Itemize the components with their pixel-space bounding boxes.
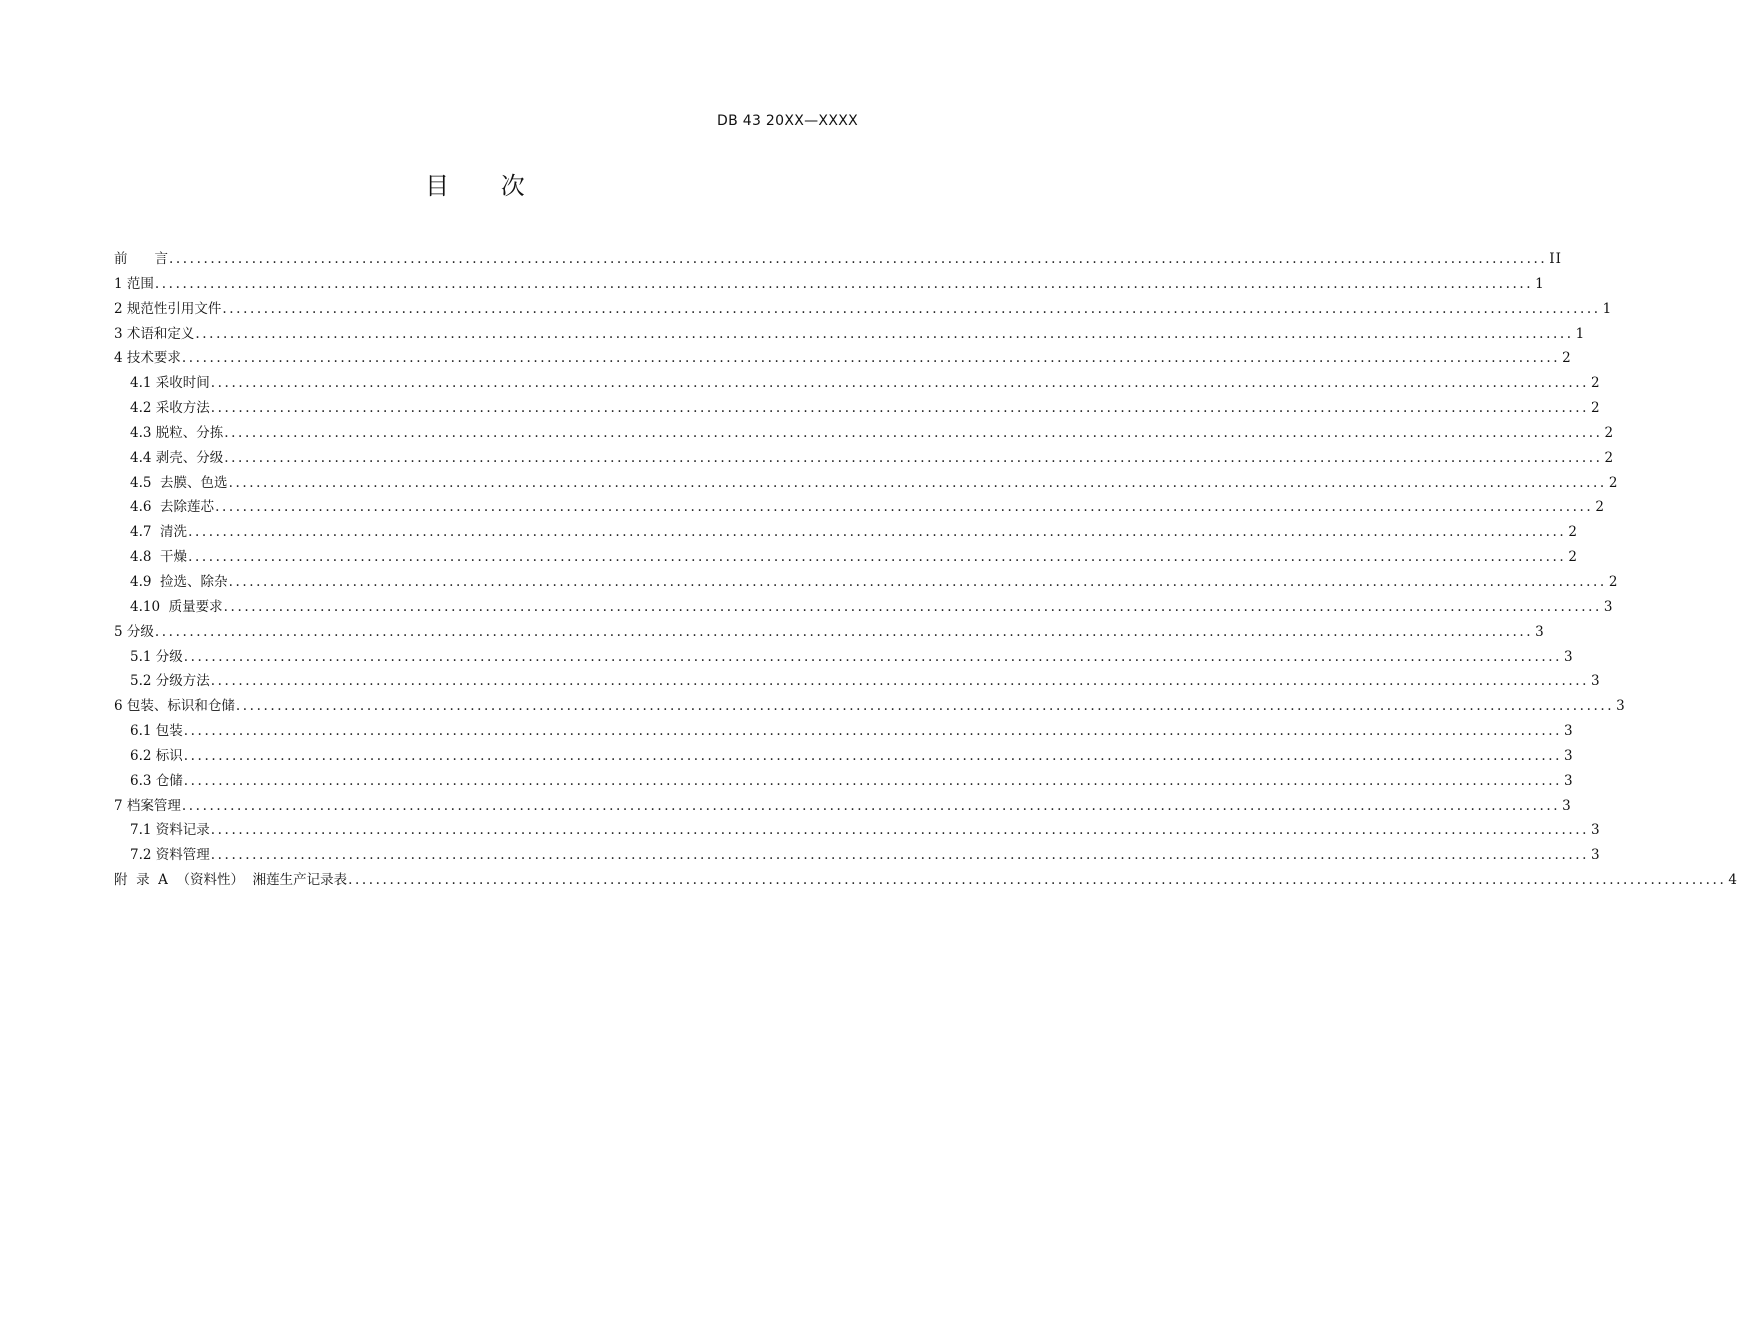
toc-dot-leader: ........................................................................................................................................................................................................ — [228, 573, 1607, 590]
toc-entry[interactable] — [114, 545, 1578, 570]
toc-entry-label: 4.9 捡选、除杂 — [130, 573, 228, 590]
toc-entry-label: 4.10 质量要求 — [130, 598, 223, 615]
toc-entry[interactable] — [114, 595, 1614, 620]
toc-entry-page-number: 2 — [1604, 449, 1615, 466]
toc-entry-page-number: 1 — [1535, 275, 1545, 292]
toc-entry-page-number: 2 — [1562, 350, 1572, 367]
toc-entry-page-number: 2 — [1568, 549, 1578, 566]
toc-entry-label: 4.6 去除莲芯 — [130, 499, 215, 516]
toc-dot-leader: ........................................................................................................................................................................................................ — [224, 449, 1603, 466]
toc-entry-page-number: 2 — [1595, 499, 1605, 516]
toc-dot-leader: ........................................................................................................................................................................................................ — [210, 822, 1590, 839]
toc-entry[interactable] — [114, 868, 1738, 893]
toc-entry-label: 4.3 脱粒、分拣 — [130, 424, 224, 441]
toc-entry[interactable] — [114, 396, 1601, 421]
toc-entry-label: 1 范围 — [114, 275, 154, 292]
toc-entry-page-number: 3 — [1591, 847, 1601, 864]
toc-entry[interactable] — [114, 620, 1545, 645]
toc-entry-page-number: 2 — [1608, 573, 1619, 590]
toc-dot-leader: ........................................................................................................................................................................................................ — [188, 549, 1567, 566]
toc-entry[interactable] — [114, 272, 1545, 297]
toc-entry[interactable] — [114, 346, 1572, 371]
toc-dot-leader: ........................................................................................................................................................................................................ — [348, 872, 1727, 889]
toc-dot-leader: ........................................................................................................................................................................................................ — [210, 673, 1590, 690]
toc-dot-leader: ........................................................................................................................................................................................................ — [188, 524, 1567, 541]
toc-entry-label: 前 言 — [114, 251, 168, 267]
toc-dot-leader: ........................................................................................................................................................................................................ — [224, 424, 1603, 441]
toc-entry-label: 7.2 资料管理 — [130, 847, 210, 864]
toc-entry-page-number: 3 — [1564, 648, 1574, 665]
toc-entry[interactable] — [114, 322, 1586, 347]
toc-entry-page-number: 2 — [1591, 400, 1601, 417]
toc-entry-label: 7.1 资料记录 — [130, 822, 210, 839]
toc-entry-label: 4.4 剥壳、分级 — [130, 449, 224, 466]
toc-entry-label: 3 术语和定义 — [114, 325, 195, 342]
toc-dot-leader: ........................................................................................................................................................................................................ — [215, 499, 1594, 516]
toc-entry-page-number: 2 — [1604, 424, 1615, 441]
toc-entry-page-number: 2 — [1568, 524, 1578, 541]
toc-dot-leader: ........................................................................................................................................................................................................ — [154, 275, 1534, 292]
toc-entry-label: 4.8 干燥 — [130, 549, 188, 566]
toc-dot-leader: ........................................................................................................................................................................................................ — [222, 300, 1601, 317]
toc-entry[interactable] — [114, 297, 1613, 322]
toc-entry[interactable] — [114, 794, 1572, 819]
toc-dot-leader: ........................................................................................................................................................................................................ — [169, 251, 1548, 267]
toc-entry-page-number: 3 — [1564, 747, 1574, 764]
toc-entry-page-number: 3 — [1591, 673, 1601, 690]
toc-entry-label: 4.5 去膜、色选 — [130, 474, 228, 491]
toc-entry-page-number: 3 — [1564, 723, 1574, 740]
toc-entry[interactable] — [114, 719, 1574, 744]
toc-entry[interactable] — [114, 669, 1601, 694]
toc-entry-label: 6.2 标识 — [130, 747, 183, 764]
toc-entry[interactable] — [114, 495, 1605, 520]
toc-entry[interactable] — [114, 769, 1574, 794]
document-number: DB 43 20XX—XXXX — [717, 113, 858, 129]
toc-entry-label: 4.7 清洗 — [130, 524, 188, 541]
toc-entry-label: 5.1 分级 — [130, 648, 183, 665]
toc-entry[interactable] — [114, 843, 1601, 868]
toc-dot-leader: ........................................................................................................................................................................................................ — [210, 375, 1590, 392]
toc-entry-page-number: 3 — [1562, 797, 1572, 814]
toc-entry-label: 5.2 分级方法 — [130, 673, 210, 690]
toc-dot-leader: ........................................................................................................................................................................................................ — [235, 698, 1615, 715]
toc-entry[interactable] — [114, 520, 1578, 545]
toc-dot-leader: ........................................................................................................................................................................................................ — [183, 648, 1563, 665]
toc-dot-leader: ........................................................................................................................................................................................................ — [181, 797, 1561, 814]
toc-entry[interactable] — [114, 744, 1574, 769]
toc-entry-label: 4.2 采收方法 — [130, 400, 210, 417]
toc-entry-page-number: 3 — [1564, 772, 1574, 789]
toc-entry-label: 6.3 仓储 — [130, 772, 183, 789]
toc-entry-label: 5 分级 — [114, 623, 154, 640]
toc-entry-label: 附 录 A （资料性） 湘莲生产记录表 — [114, 872, 348, 889]
toc-entry[interactable] — [114, 421, 1615, 446]
toc-entry[interactable] — [114, 371, 1601, 396]
toc-dot-leader: ........................................................................................................................................................................................................ — [154, 623, 1534, 640]
toc-entry-page-number: 1 — [1602, 300, 1613, 317]
toc-dot-leader: ........................................................................................................................................................................................................ — [183, 772, 1563, 789]
toc-dot-leader: ........................................................................................................................................................................................................ — [183, 747, 1563, 764]
toc-entry-page-number: 3 — [1616, 698, 1626, 715]
toc-entry[interactable] — [114, 645, 1574, 670]
toc-entry-label: 6.1 包装 — [130, 723, 183, 740]
page-title: 目 次 — [425, 172, 547, 200]
toc-entry-page-number: 3 — [1535, 623, 1545, 640]
toc-dot-leader: ........................................................................................................................................................................................................ — [183, 723, 1563, 740]
toc-dot-leader: ........................................................................................................................................................................................................ — [181, 350, 1561, 367]
toc-dot-leader: ........................................................................................................................................................................................................ — [195, 325, 1574, 342]
toc-entry-label: 7 档案管理 — [114, 797, 181, 814]
toc-entry[interactable] — [114, 694, 1626, 719]
toc-dot-leader: ........................................................................................................................................................................................................ — [210, 847, 1590, 864]
table-of-contents — [114, 247, 1738, 893]
toc-entry-page-number: 2 — [1608, 474, 1619, 491]
toc-dot-leader: ........................................................................................................................................................................................................ — [228, 474, 1607, 491]
toc-entry-page-number: 3 — [1603, 598, 1614, 615]
toc-dot-leader: ........................................................................................................................................................................................................ — [210, 400, 1590, 417]
toc-entry-page-number: 3 — [1591, 822, 1601, 839]
toc-entry-page-number: 4 — [1728, 872, 1738, 889]
toc-entry-page-number: 1 — [1575, 325, 1586, 342]
toc-dot-leader: ........................................................................................................................................................................................................ — [223, 598, 1602, 615]
toc-entry-label: 2 规范性引用文件 — [114, 300, 222, 317]
toc-entry-label: 6 包装、标识和仓储 — [114, 698, 235, 715]
toc-entry-label: 4.1 采收时间 — [130, 375, 210, 392]
toc-entry[interactable] — [114, 471, 1619, 496]
toc-entry[interactable] — [114, 818, 1601, 843]
toc-entry[interactable] — [114, 446, 1615, 471]
toc-entry[interactable] — [114, 247, 1562, 272]
toc-entry[interactable] — [114, 570, 1619, 595]
toc-entry-page-number: 2 — [1591, 375, 1601, 392]
toc-entry-label: 4 技术要求 — [114, 350, 181, 367]
toc-entry-page-number: II — [1549, 251, 1562, 267]
